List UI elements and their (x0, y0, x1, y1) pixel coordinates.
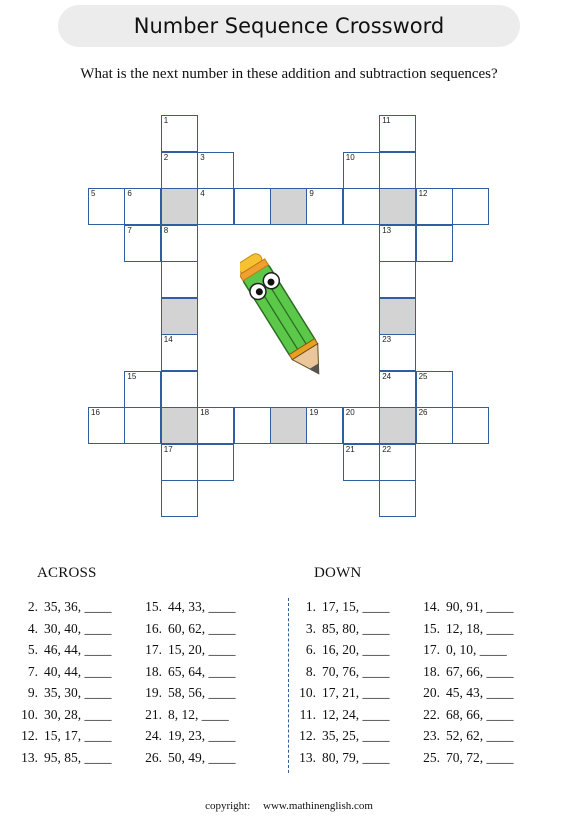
clue-number: 6. (305, 642, 316, 657)
answer-cell[interactable] (343, 152, 380, 189)
clue-sequence: 8, 12, ____ (168, 706, 229, 722)
clue-item (16, 661, 112, 683)
answer-cell[interactable] (379, 334, 416, 371)
clue-item (418, 639, 507, 661)
cell-number: 16 (91, 408, 100, 417)
answer-cell[interactable] (161, 152, 198, 189)
cell-number: 24 (382, 371, 392, 381)
clue-item (16, 704, 112, 726)
clue-number: 25. (423, 749, 440, 765)
clue-item (418, 596, 514, 618)
clue-sequence: 68, 66, ____ (446, 706, 514, 722)
clue-item (294, 596, 390, 618)
clue-number: 16. (145, 620, 162, 636)
cell-number: 20 (345, 408, 355, 417)
cell-number: 18 (200, 408, 210, 417)
clue-item (16, 596, 112, 618)
cell-number: 7 (127, 225, 132, 235)
clue-sequence: 35, 30, ____ (44, 685, 112, 700)
clue-number: 5. (27, 642, 38, 657)
clue-sequence: 35, 36, ____ (44, 599, 112, 614)
answer-cell[interactable] (161, 261, 198, 298)
answer-cell[interactable] (88, 188, 125, 225)
answer-cell[interactable] (161, 480, 198, 517)
page-title: Number Sequence Crossword (133, 14, 445, 38)
clue-item (294, 639, 390, 661)
answer-cell[interactable] (306, 188, 343, 225)
answer-cell[interactable] (234, 188, 271, 225)
clue-sequence: 17, 15, ____ (322, 599, 390, 614)
answer-cell[interactable] (161, 334, 198, 371)
clue-sequence: 52, 62, ____ (446, 728, 514, 743)
clue-number: 3. (305, 620, 316, 636)
clue-item (418, 682, 514, 704)
clue-item (16, 682, 112, 704)
shaded-cell (161, 188, 198, 225)
clue-number: 13. (21, 749, 38, 765)
cell-number: 2 (163, 152, 169, 162)
answer-cell[interactable] (124, 225, 161, 262)
clue-number: 15. (423, 620, 440, 636)
clue-item (294, 747, 390, 769)
clue-item (418, 747, 514, 769)
clue-number: 10. (299, 685, 316, 700)
clue-number: 4. (27, 620, 38, 636)
clue-divider (288, 598, 289, 773)
cell-number: 14 (163, 335, 173, 344)
answer-cell[interactable] (416, 371, 453, 408)
answer-cell[interactable] (379, 225, 416, 262)
down-heading: DOWN (314, 565, 362, 581)
clue-item (418, 661, 514, 683)
clue-item (140, 747, 236, 769)
answer-cell[interactable] (197, 188, 234, 225)
clue-item (16, 725, 112, 747)
instructions: What is the next number in these addition and subtraction sequences? (80, 66, 498, 82)
clue-number: 1. (305, 599, 316, 614)
answer-cell[interactable] (379, 261, 416, 298)
clue-sequence: 70, 72, ____ (446, 749, 514, 765)
clue-number: 17. (145, 642, 162, 657)
clue-number: 18. (145, 663, 162, 679)
cell-number: 1 (163, 116, 169, 125)
answer-cell[interactable] (161, 371, 198, 408)
shaded-cell (379, 188, 416, 225)
cell-number: 12 (418, 189, 428, 198)
copyright-site: www.mathinenglish.com (263, 800, 373, 812)
answer-cell[interactable] (161, 444, 198, 481)
clue-sequence: 85, 80, ____ (322, 620, 390, 636)
clue-item (418, 725, 514, 747)
answer-cell[interactable] (416, 407, 453, 444)
answer-cell[interactable] (124, 407, 161, 444)
clue-number: 11. (299, 706, 316, 722)
clue-sequence: 95, 85, ____ (44, 749, 112, 765)
clue-sequence: 40, 44, ____ (44, 663, 112, 679)
clue-item (294, 661, 390, 683)
cell-number: 8 (163, 225, 169, 235)
clue-sequence: 58, 56, ____ (168, 685, 236, 700)
clue-number: 22. (423, 706, 440, 722)
answer-cell[interactable] (416, 225, 453, 262)
clue-number: 12. (21, 728, 38, 743)
clue-item (294, 725, 390, 747)
cell-number: 17 (163, 444, 173, 454)
clue-number: 10. (21, 706, 38, 722)
clue-sequence: 46, 44, ____ (44, 642, 112, 657)
shaded-cell (161, 298, 198, 335)
cell-number: 19 (309, 408, 319, 417)
cell-number: 15 (127, 371, 137, 381)
clue-number: 9. (27, 685, 38, 700)
across-heading: ACROSS (37, 565, 97, 581)
answer-cell[interactable] (379, 480, 416, 517)
shaded-cell (379, 298, 416, 335)
answer-cell[interactable] (379, 444, 416, 481)
clue-number: 26. (145, 749, 162, 765)
cell-number: 21 (345, 444, 355, 454)
clue-sequence: 30, 28, ____ (44, 706, 112, 722)
clue-item (140, 639, 236, 661)
clue-number: 13. (299, 749, 316, 765)
clue-sequence: 17, 21, ____ (322, 685, 390, 700)
clue-item (140, 618, 236, 640)
cell-number: 13 (382, 225, 392, 235)
clue-item (140, 682, 236, 704)
clue-item (294, 704, 390, 726)
cell-number: 10 (345, 152, 355, 162)
clue-sequence: 12, 18, ____ (446, 620, 514, 636)
clue-sequence: 50, 49, ____ (168, 749, 236, 765)
copyright-label: copyright: (205, 800, 251, 812)
clue-sequence: 35, 25, ____ (322, 728, 390, 743)
answer-cell[interactable] (197, 407, 234, 444)
answer-cell[interactable] (161, 225, 198, 262)
answer-cell[interactable] (197, 152, 234, 189)
answer-cell[interactable] (343, 444, 380, 481)
clue-item (418, 704, 514, 726)
shaded-cell (379, 407, 416, 444)
answer-cell[interactable] (343, 188, 380, 225)
clue-item (16, 639, 112, 661)
clue-number: 12. (299, 728, 316, 743)
answer-cell[interactable] (306, 407, 343, 444)
answer-cell[interactable] (379, 115, 416, 152)
clue-sequence: 16, 20, ____ (322, 642, 390, 657)
cell-number: 11 (382, 116, 391, 125)
clue-item (140, 704, 229, 726)
answer-cell[interactable] (197, 444, 234, 481)
clue-sequence: 65, 64, ____ (168, 663, 236, 679)
clue-sequence: 30, 40, ____ (44, 620, 112, 636)
answer-cell[interactable] (88, 407, 125, 444)
answer-cell[interactable] (343, 407, 380, 444)
clue-number: 2. (27, 599, 38, 614)
answer-cell[interactable] (234, 407, 271, 444)
clue-sequence: 15, 20, ____ (168, 642, 236, 657)
cell-number: 4 (200, 189, 205, 198)
answer-cell[interactable] (161, 115, 198, 152)
clue-item (140, 596, 236, 618)
clue-sequence: 67, 66, ____ (446, 663, 514, 679)
answer-cell[interactable] (452, 188, 489, 225)
clue-sequence: 70, 76, ____ (322, 663, 390, 679)
shaded-cell (270, 407, 307, 444)
clue-number: 14. (423, 599, 440, 614)
clue-sequence: 0, 10, ____ (446, 642, 507, 657)
clue-item (16, 747, 112, 769)
clue-sequence: 80, 79, ____ (322, 749, 390, 765)
shaded-cell (161, 407, 198, 444)
answer-cell[interactable] (379, 152, 416, 189)
clue-item (294, 682, 390, 704)
clue-number: 21. (145, 706, 162, 722)
clue-sequence: 60, 62, ____ (168, 620, 236, 636)
cell-number: 23 (382, 335, 392, 344)
clue-item (140, 661, 236, 683)
answer-cell[interactable] (379, 371, 416, 408)
clue-sequence: 44, 33, ____ (168, 599, 236, 614)
cell-number: 6 (127, 189, 132, 198)
cell-number: 25 (418, 371, 428, 381)
answer-cell[interactable] (452, 407, 489, 444)
pencil-mascot-icon (240, 236, 340, 381)
answer-cell[interactable] (416, 188, 453, 225)
answer-cell[interactable] (124, 188, 161, 225)
clue-number: 15. (145, 599, 162, 614)
clue-sequence: 15, 17, ____ (44, 728, 112, 743)
clue-number: 7. (27, 663, 38, 679)
answer-cell[interactable] (124, 371, 161, 408)
clue-number: 17. (423, 642, 440, 657)
cell-number: 9 (309, 189, 314, 198)
clue-sequence: 19, 23, ____ (168, 728, 236, 743)
cell-number: 3 (200, 152, 205, 162)
clue-number: 23. (423, 728, 440, 743)
title-banner (58, 5, 520, 47)
clue-sequence: 45, 43, ____ (446, 685, 514, 700)
clue-number: 18. (423, 663, 440, 679)
clue-number: 8. (305, 663, 316, 679)
clue-item (140, 725, 236, 747)
copyright-line (0, 800, 578, 812)
clue-number: 20. (423, 685, 440, 700)
clue-sequence: 90, 91, ____ (446, 599, 514, 614)
clue-number: 24. (145, 728, 162, 743)
cell-number: 26 (418, 408, 428, 417)
clue-item (418, 618, 514, 640)
cell-number: 22 (382, 444, 392, 454)
clue-sequence: 12, 24, ____ (322, 706, 390, 722)
cell-number: 5 (91, 189, 96, 198)
shaded-cell (270, 188, 307, 225)
clue-number: 19. (145, 685, 162, 700)
clue-item (294, 618, 390, 640)
clue-item (16, 618, 112, 640)
